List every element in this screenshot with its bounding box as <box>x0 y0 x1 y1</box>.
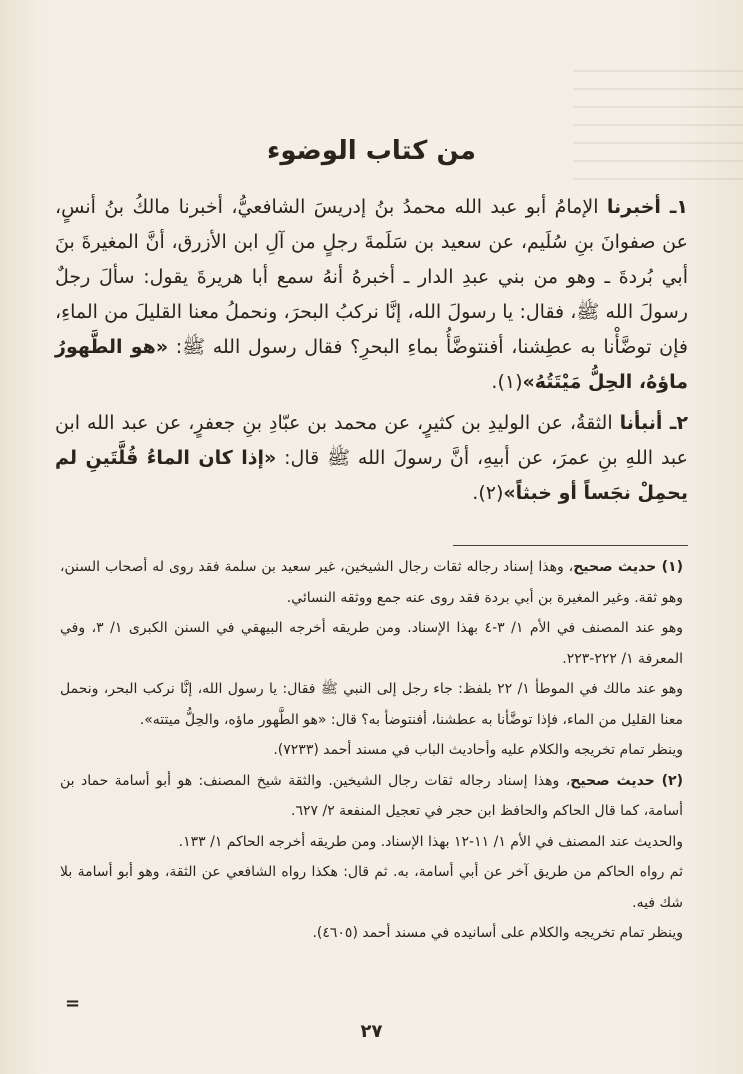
footnote-grade: (٢) حديث صحيح <box>570 772 683 789</box>
footnote-paragraph <box>60 674 683 735</box>
footnote-text: ، وهذا إسناد رجاله ثقات رجال الشيخين. والثقة شيخ المصنف: هو أبو أسامة حماد بن أسامة، كما قال الحاكم والحافظ ابن حجر في تعجيل المنفعة ٢/ ٦٢٧. <box>60 772 683 819</box>
hadith-1-quote: «هو الطَّهورُ ماؤهُ، الحِلُّ مَيْتَتُهُ» <box>55 336 688 393</box>
hadith-2-lead: ٢ـ أنبأنا <box>619 412 688 434</box>
footnotes <box>60 552 683 949</box>
chapter-title: من كتاب الوضوء <box>267 136 476 166</box>
footnote-text: وهو عند المصنف في الأم ١/ ٣-٤ بهذا الإسناد. ومن طريقه أخرجه البيهقي في السنن الكبرى ١/ ٣، وفي المعرفة ١/ ٢٢٢-٢٢٣. <box>60 620 683 667</box>
footnote-text: ، وهذا إسناد رجاله ثقات رجال الشيخين، غير سعيد بن سلمة فقد روى له أصحاب السنن، وهو ثقة. وغير المغيرة بن أبي بردة فقد روى عنه جمع ووثقه النسائي. <box>60 559 683 606</box>
continuation-mark: = <box>65 993 81 1014</box>
hadith-2 <box>55 406 688 511</box>
hadith-2-text: الثقةُ، عن الوليدِ بن كثيرٍ، عن محمد بن عبّادِ بنِ جعفرٍ، عن عبد الله ابن عبد اللهِ بنِ عمرَ، عن أبيهِ، أنَّ رسولَ الله ﷺ قال: <box>55 412 688 469</box>
footnote-text: وينظر تمام تخريجه والكلام عليه وأحاديث الباب في مسند أحمد (٧٢٣٣). <box>273 742 683 758</box>
footnote-paragraph <box>60 827 683 858</box>
page-number: ٢٧ <box>360 1021 383 1042</box>
footnote-paragraph <box>60 857 683 918</box>
hadith-1-ref: (١). <box>491 371 523 393</box>
footnote-text: والحديث عند المصنف في الأم ١/ ١١-١٢ بهذا الإسناد. ومن طريقه أخرجه الحاكم ١/ ١٣٣. <box>178 833 683 850</box>
footnote-text: ثم رواه الحاكم من طريق آخر عن أبي أسامة، به. ثم قال: هكذا رواه الشافعي عن الثقة، وهو أبو أسامة بلا شك فيه. <box>60 864 683 911</box>
hadith-2-ref: (٢). <box>472 482 504 504</box>
hadith-1 <box>55 190 688 400</box>
footnote-paragraph <box>60 918 683 949</box>
hadith-1-text: الإمامُ أبو عبد الله محمدُ بنُ إدريسَ الشافعيُّ، أخبرنا مالكُ بنُ أنسٍ، عن صفوانَ بنِ سُلَيم، عن سعيد بن سَلَمةَ رجلٍ من آلِ ابن الأزرق، أنَّ المغيرةَ بنَ أبي بُردةَ ـ وهو من بني عبدِ الدار ـ أخبرهُ أنهُ سمع أبا هريرةَ يقول: سألَ رجلٌ رسولَ الله ﷺ، فقال: يا رسولَ الله، إنَّا نركبُ البحرَ، ونحملُ معنا القليلَ من الماءِ، فإن توضَّأْنا به عطِشنا، أفنتوضَّأُ بماءِ البحرِ؟ فقال رسول الله ﷺ: <box>55 196 688 358</box>
hadith-1-lead: ١ـ أخبرنا <box>606 196 688 218</box>
footnote-paragraph <box>60 613 683 674</box>
hadith-2-quote: «إذا كان الماءُ قُلَّتَينِ لم يحمِلْ نجَساً أو خبثاً» <box>55 447 688 504</box>
footnote-text: وينظر تمام تخريجه والكلام على أسانيده في مسند أحمد (٤٦٠٥). <box>312 925 683 941</box>
footnote-paragraph <box>60 552 683 613</box>
main-text <box>55 190 688 517</box>
footnote-separator <box>453 545 688 546</box>
footnote-grade: (١) حديث صحيح <box>573 559 683 575</box>
footnote-paragraph <box>60 766 683 827</box>
footnote-text: وهو عند مالك في الموطأ ١/ ٢٢ بلفظ: جاء رجل إلى النبي ﷺ فقال: يا رسول الله، إنَّا نركب البحر، ونحمل معنا القليل من الماء، فإذا توضَّأنا به عطشنا، أفنتوضأ به؟ قال: «هو الطَّهور ماؤه، والحِلُّ ميتته». <box>60 681 684 728</box>
footnote-paragraph <box>60 735 683 766</box>
